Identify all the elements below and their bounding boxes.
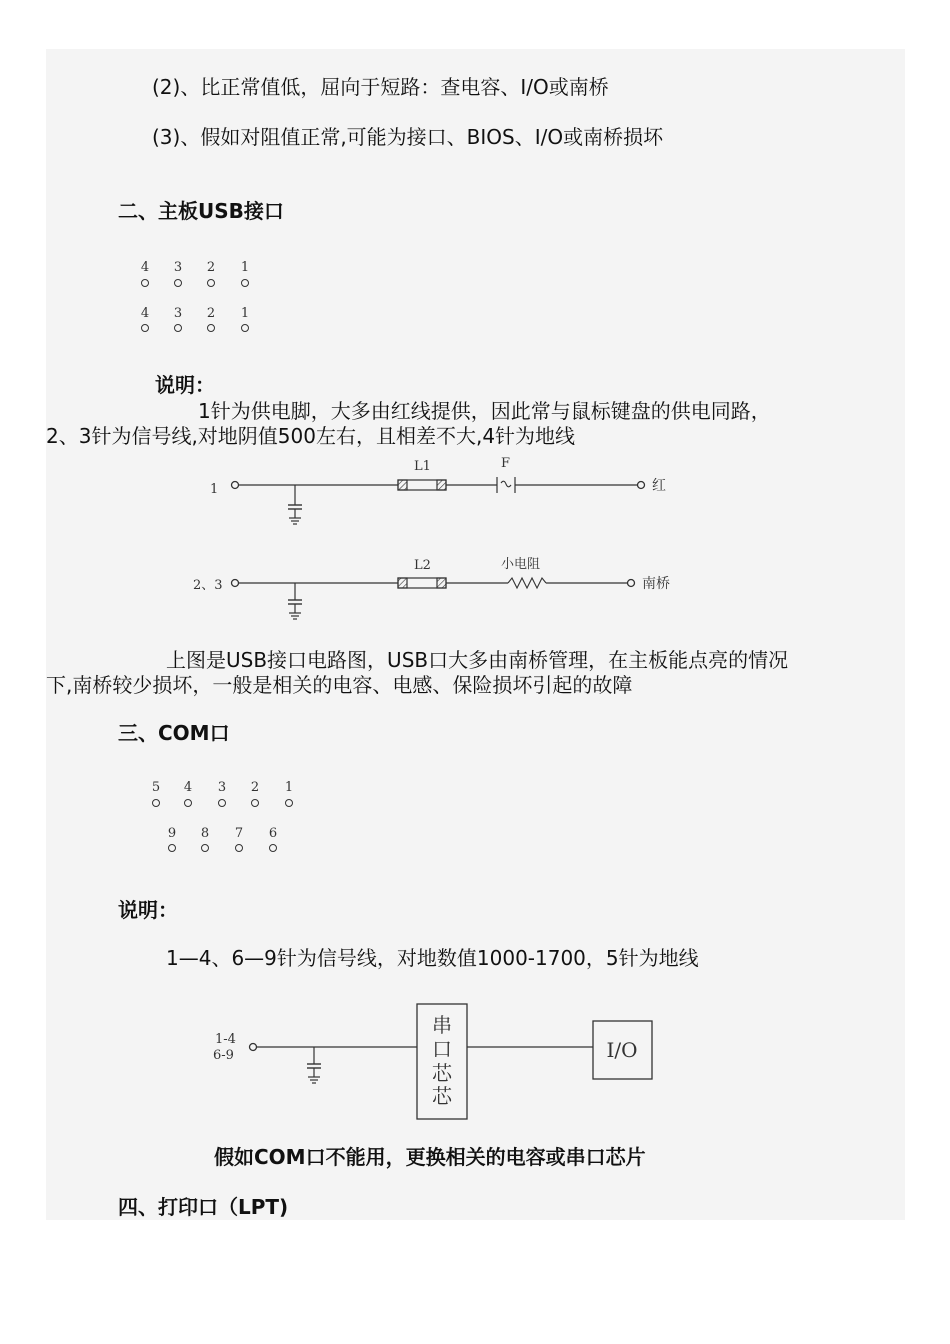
com-description: 1—4、6—9针为信号线，对地数值1000-1700，5针为地线 [166, 946, 699, 970]
com-pin-range-top: 1-4 [215, 1032, 236, 1047]
usb-pin-label: 4 [140, 260, 150, 275]
south-bridge-label: 南桥 [642, 576, 670, 592]
usb-circuit-note-line-2: 下,南桥较少损坏，一般是相关的电容、电感、保险损坏引起的故障 [46, 673, 633, 697]
serial-chip-char: 芯 [432, 1084, 452, 1108]
com-pin-label: 7 [234, 826, 244, 841]
com-pin-label: 4 [183, 780, 193, 795]
usb-pin-label: 1 [240, 260, 250, 275]
com-pin-label: 2 [250, 780, 260, 795]
inductor-l1-label: L1 [414, 459, 431, 474]
inductor-l2-label: L2 [414, 558, 431, 573]
serial-chip-char: 口 [432, 1037, 452, 1061]
usb-pin-label: 1 [240, 306, 250, 321]
io-chip-label: I/O [606, 1038, 638, 1062]
red-wire-label: 红 [652, 478, 666, 494]
paragraph-item-3: (3)、假如对阻值正常,可能为接口、BIOS、I/O或南桥损坏 [152, 125, 664, 149]
resistor-label: 小电阻 [501, 557, 541, 572]
section-heading-lpt: 四、打印口（LPT) [118, 1195, 289, 1219]
usb-pin-label: 4 [140, 306, 150, 321]
usb-description-line-2: 2、3针为信号线,对地阴值500左右，且相差不大,4针为地线 [46, 424, 576, 448]
com-pin-label: 1 [284, 780, 294, 795]
fuse-f-label: F [501, 456, 511, 471]
usb-pin-label: 3 [173, 306, 183, 321]
description-label-com: 说明： [118, 898, 178, 922]
com-repair-note: 假如COM口不能用，更换相关的电容或串口芯片 [214, 1145, 646, 1169]
com-pin-label: 9 [167, 826, 177, 841]
usb-description-line-1: 1针为供电脚，大多由红线提供，因此常与鼠标键盘的供电同路， [198, 399, 771, 423]
com-pin-label: 8 [200, 826, 210, 841]
usb-pin-label: 2 [206, 306, 216, 321]
usb-circuit-note-line-1: 上图是USB接口电路图，USB口大多由南桥管理，在主板能点亮的情况 [166, 648, 789, 672]
usb-pin1-label: 1 [210, 482, 219, 497]
terminal-node [250, 1044, 257, 1051]
com-pin-range-bottom: 6-9 [213, 1048, 234, 1063]
com-pin-label: 6 [268, 826, 278, 841]
paragraph-item-2: (2)、比正常值低，屈向于短路：查电容、I/O或南桥 [152, 75, 609, 99]
com-pin-label: 5 [151, 780, 161, 795]
section-heading-usb: 二、主板USB接口 [118, 199, 284, 223]
usb-pin23-label: 2、3 [193, 578, 223, 593]
usb-pin-label: 2 [206, 260, 216, 275]
serial-chip-char: 芯 [432, 1061, 452, 1085]
serial-chip-char: 串 [432, 1013, 452, 1037]
section-heading-com: 三、COM口 [118, 721, 230, 745]
usb-pin-label: 3 [173, 260, 183, 275]
com-pin-label: 3 [217, 780, 227, 795]
description-label: 说明： [155, 373, 215, 397]
